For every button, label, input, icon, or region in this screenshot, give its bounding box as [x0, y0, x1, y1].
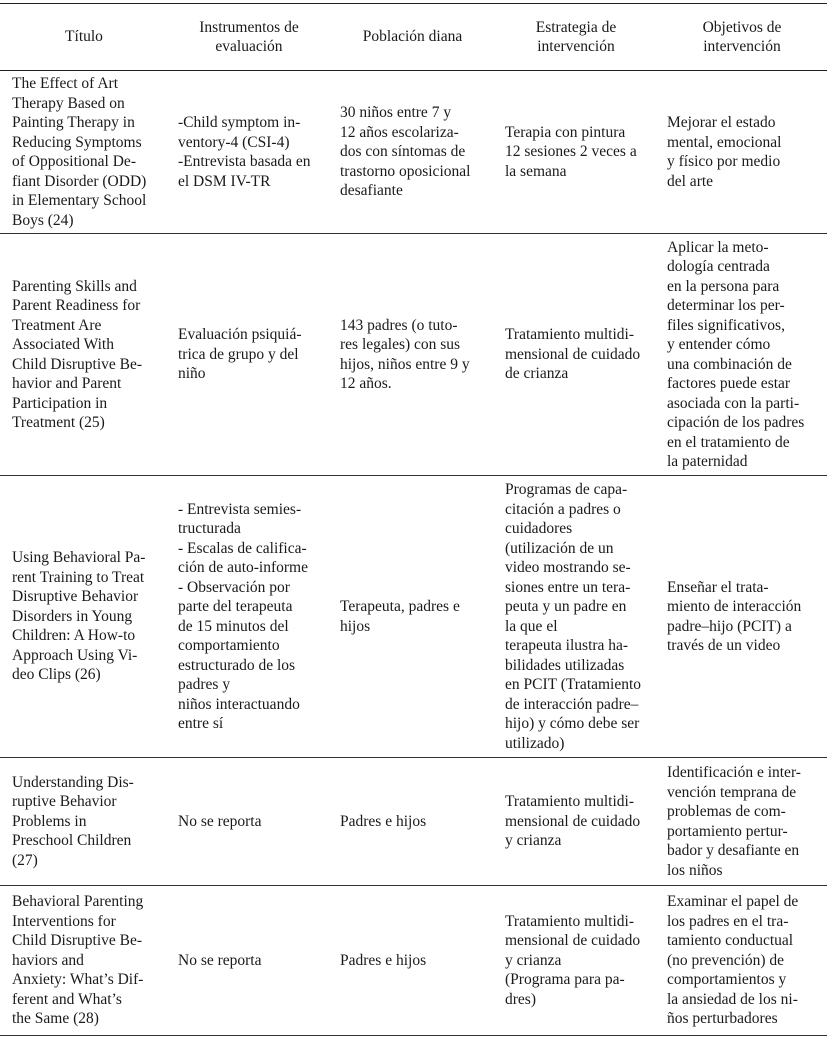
cell-objetivos: Examinar el papel de los padres en el tra- tamiento conductual (no prevención) de comportamientos y la ansiedad de los ni- ños perturbadores: [667, 893, 799, 1028]
cell-estrategia: Programas de capa- citación a padres o cuidadores (utilización de un video mostrando se- siones entre un tera- peuta y un padre en la que el terapeuta ilustra ha- bilidades utilizadas en PCIT (Tratamiento de interacción padre– hijo) y cómo debe ser utilizado): [505, 481, 642, 752]
cell-poblacion: Padres e hijos: [340, 812, 427, 830]
cell-titulo: Parenting Skills and Parent Readiness for Treatment Are Associated With Child Disruptive Be- havior and Parent Participation in Treatment (25): [12, 277, 143, 431]
header-poblacion: Población diana: [362, 28, 463, 46]
table-row: [0, 886, 827, 1036]
header-estrategia: Estrategia de intervención: [535, 18, 617, 55]
header-objetivos: Objetivos de intervención: [702, 18, 782, 55]
cell-instrumentos: No se reporta: [178, 951, 262, 969]
cell-estrategia: Tratamiento multidi- mensional de cuidado de crianza: [505, 326, 641, 383]
cell-objetivos: Aplicar la meto- dología centrada en la persona para determinar los per- files significativos, y entender cómo una combinación de factores puede estar asociada con la parti- cipación de los padres en el tratamiento de la paternidad: [667, 238, 805, 470]
cell-instrumentos: -Child symptom in- ventory-4 (CSI-4) -Entrevista basada en el DSM IV-TR: [178, 114, 311, 190]
table-row: [0, 476, 827, 758]
cell-estrategia: Terapia con pintura 12 sesiones 2 veces a la semana: [505, 123, 637, 180]
cell-poblacion: Terapeuta, padres e hijos: [340, 598, 460, 635]
cell-estrategia: Tratamiento multidi- mensional de cuidado y crianza: [505, 793, 641, 850]
cell-poblacion: 143 padres (o tuto- res legales) con sus hijos, niños entre 9 y 12 años.: [340, 316, 470, 392]
cell-estrategia: Tratamiento multidi- mensional de cuidado y crianza (Programa para pa- dres): [505, 912, 641, 1008]
header-instrumentos: Instrumentos de evaluación: [199, 18, 299, 55]
cell-objetivos: Enseñar el trata- miento de interacción padre–hijo (PCIT) a través de un video: [667, 578, 802, 654]
table-row: [0, 758, 827, 886]
cell-instrumentos: Evaluación psiquiá- trica de grupo y del niño: [178, 326, 302, 383]
cell-poblacion: Padres e hijos: [340, 951, 427, 969]
intervention-studies-table: [0, 3, 827, 1036]
cell-titulo: Using Behavioral Pa- rent Training to Treat Disruptive Behavior Disorders in Young Children: A How-to Approach Using Vi- deo Clips (26): [12, 549, 146, 684]
table-row: [0, 234, 827, 476]
header-titulo: Título: [65, 28, 103, 46]
table-row: [0, 71, 827, 234]
header-row: [0, 4, 827, 71]
cell-titulo: The Effect of Art Therapy Based on Painting Therapy in Reducing Symptoms of Oppositional De- fiant Disorder (ODD) in Elementary School Boys (24): [12, 75, 147, 229]
cell-titulo: Understanding Dis- ruptive Behavior Problems in Preschool Children (27): [12, 773, 134, 869]
cell-instrumentos: - Entrevista semies- tructurada - Escalas de califica- ción de auto-informe - Observación por parte del terapeuta de 15 minutos del comportamiento estructurado de los padres y niños interactuando entre sí: [178, 500, 308, 732]
cell-poblacion: 30 niños entre 7 y 12 años escolariza- dos con síntomas de trastorno oposicional desafiante: [340, 104, 471, 200]
cell-objetivos: Identificación e inter- vención temprana de problemas de com- portamiento pertur- bador y desafiante en los niños: [667, 764, 801, 879]
cell-titulo: Behavioral Parenting Interventions for Child Disruptive Be- haviors and Anxiety: What’s Dif- ferent and What’s the Same (28): [12, 893, 144, 1028]
cell-instrumentos: No se reporta: [178, 812, 262, 830]
cell-objetivos: Mejorar el estado mental, emocional y físico por medio del arte: [667, 114, 782, 190]
